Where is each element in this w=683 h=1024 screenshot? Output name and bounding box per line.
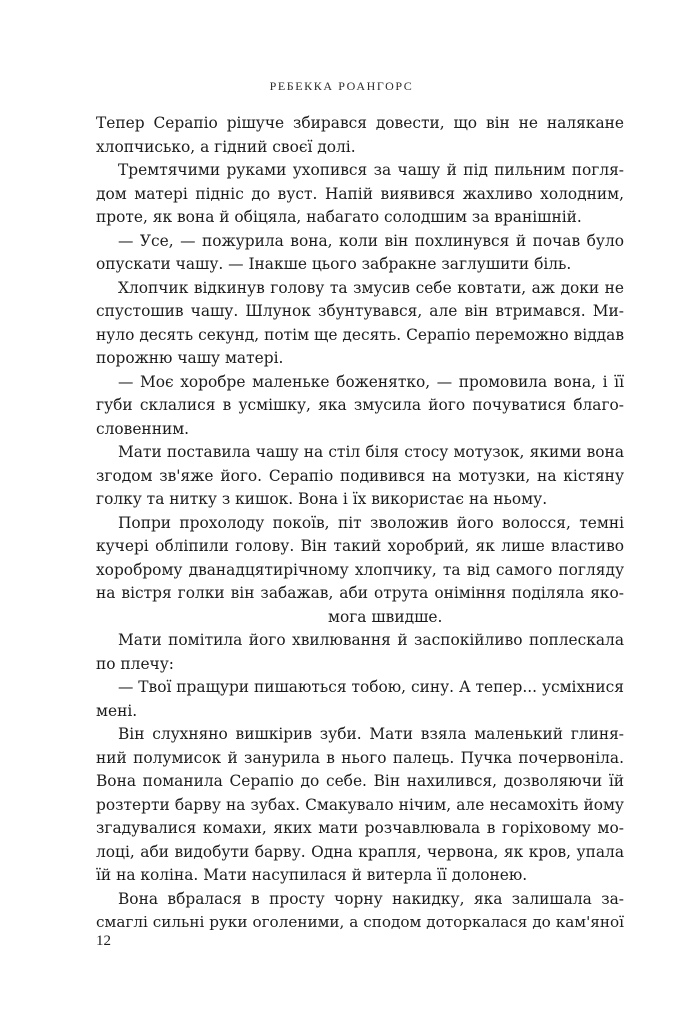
text-line: лоці, аби видобути барву. Одна крапля, червона, як кров, упала [96, 842, 624, 861]
text-line: проте, як вона й обіцяла, набагато солодшим за вранішній. [96, 208, 582, 226]
text-line: їй на коліна. Мати насупилася й витерла її долонею. [96, 866, 528, 884]
text-line: губи склалися в усмішку, яка змусила його почуватися благо- [96, 396, 624, 414]
text-line: голку та нитку з кишок. Вона і їх використає на ньому. [96, 490, 548, 508]
text-line: спустошив чашу. Шлунок збунтувався, але він втримався. Ми- [96, 302, 624, 320]
text-line: по плечу: [96, 654, 174, 673]
text-line: опускати чашу. — Інакше цього забракне заглушити біль. [96, 255, 572, 273]
text-line: хороброму дванадцятирічному хлопчику, та від самого погляду [96, 560, 624, 579]
text-line: словенним. [96, 419, 190, 438]
text-line: мені. [96, 701, 138, 720]
text-line: хлопчисько, а гідний своєї долі. [96, 137, 356, 156]
text-line: Хлопчик відкинув голову та змусив себе ковтати, аж доки не [118, 278, 624, 297]
page-number: 12 [96, 933, 111, 949]
text-line: Тремтячими руками ухопився за чашу й під пильним погля- [118, 161, 624, 179]
text-line: Мати помітила його хвилювання й заспокійливо поплескала [118, 631, 624, 649]
text-line: Вона поманила Серапіо до себе. Він нахилився, дозволяючи їй [96, 772, 624, 790]
text-line: — Усе, — пожурила вона, коли він похлинувся й почав було [118, 231, 624, 250]
text-line: порожню чашу матері. [96, 349, 284, 367]
text-line: Попри прохолоду покоїв, піт зволожив його волосся, темні [118, 513, 624, 532]
text-line: згодом зв'яже його. Серапіо подивився на мотузки, на кістяну [96, 466, 624, 485]
text-line: Він слухняно вишкірив зуби. Мати взяла маленький глиня- [118, 725, 624, 743]
text-line: Мати поставила чашу на стіл біля стосу мотузок, якими вона [118, 443, 624, 461]
running-header: РЕБЕККА РОАНГОРС [269, 79, 414, 93]
text-line: смаглі сильні руки оголеними, а сподом доторкалася до кам'яної [96, 913, 624, 931]
body-text [96, 112, 624, 935]
text-line: дом матері підніс до вуст. Напій виявився жахливо холодним, [96, 184, 624, 203]
text-line: згадувалися комахи, яких мати розчавлювала в горіховому мо- [96, 819, 624, 837]
text-line: розтерти барву на зубах. Смакувало нічим, але несамохіть йому [96, 795, 624, 814]
text-line: ний полумисок й занурила в нього палець. Пучка почервоніла. [96, 748, 624, 767]
text-line: — Твої пращури пишаються тобою, сину. А тепер... усміхнися [118, 678, 624, 696]
text-line: кучері обліпили голову. Він такий хоробрий, як лише властиво [96, 537, 624, 555]
text-line: на вістря голки він забажав, аби отрута оніміння поділяла яко- [96, 584, 624, 602]
text-line: — Моє хоробре маленьке боженятко, — промовила вона, і її [118, 372, 624, 391]
text-line: Тепер Серапіо рішуче збирався довести, що він не налякане [96, 114, 624, 132]
text-line: нуло десять секунд, потім ще десять. Серапіо переможно віддав [96, 325, 624, 344]
text-line: Вона вбралася в просту чорну накидку, яка залишала за- [118, 889, 624, 908]
text-line: мога швидше. [328, 607, 443, 626]
